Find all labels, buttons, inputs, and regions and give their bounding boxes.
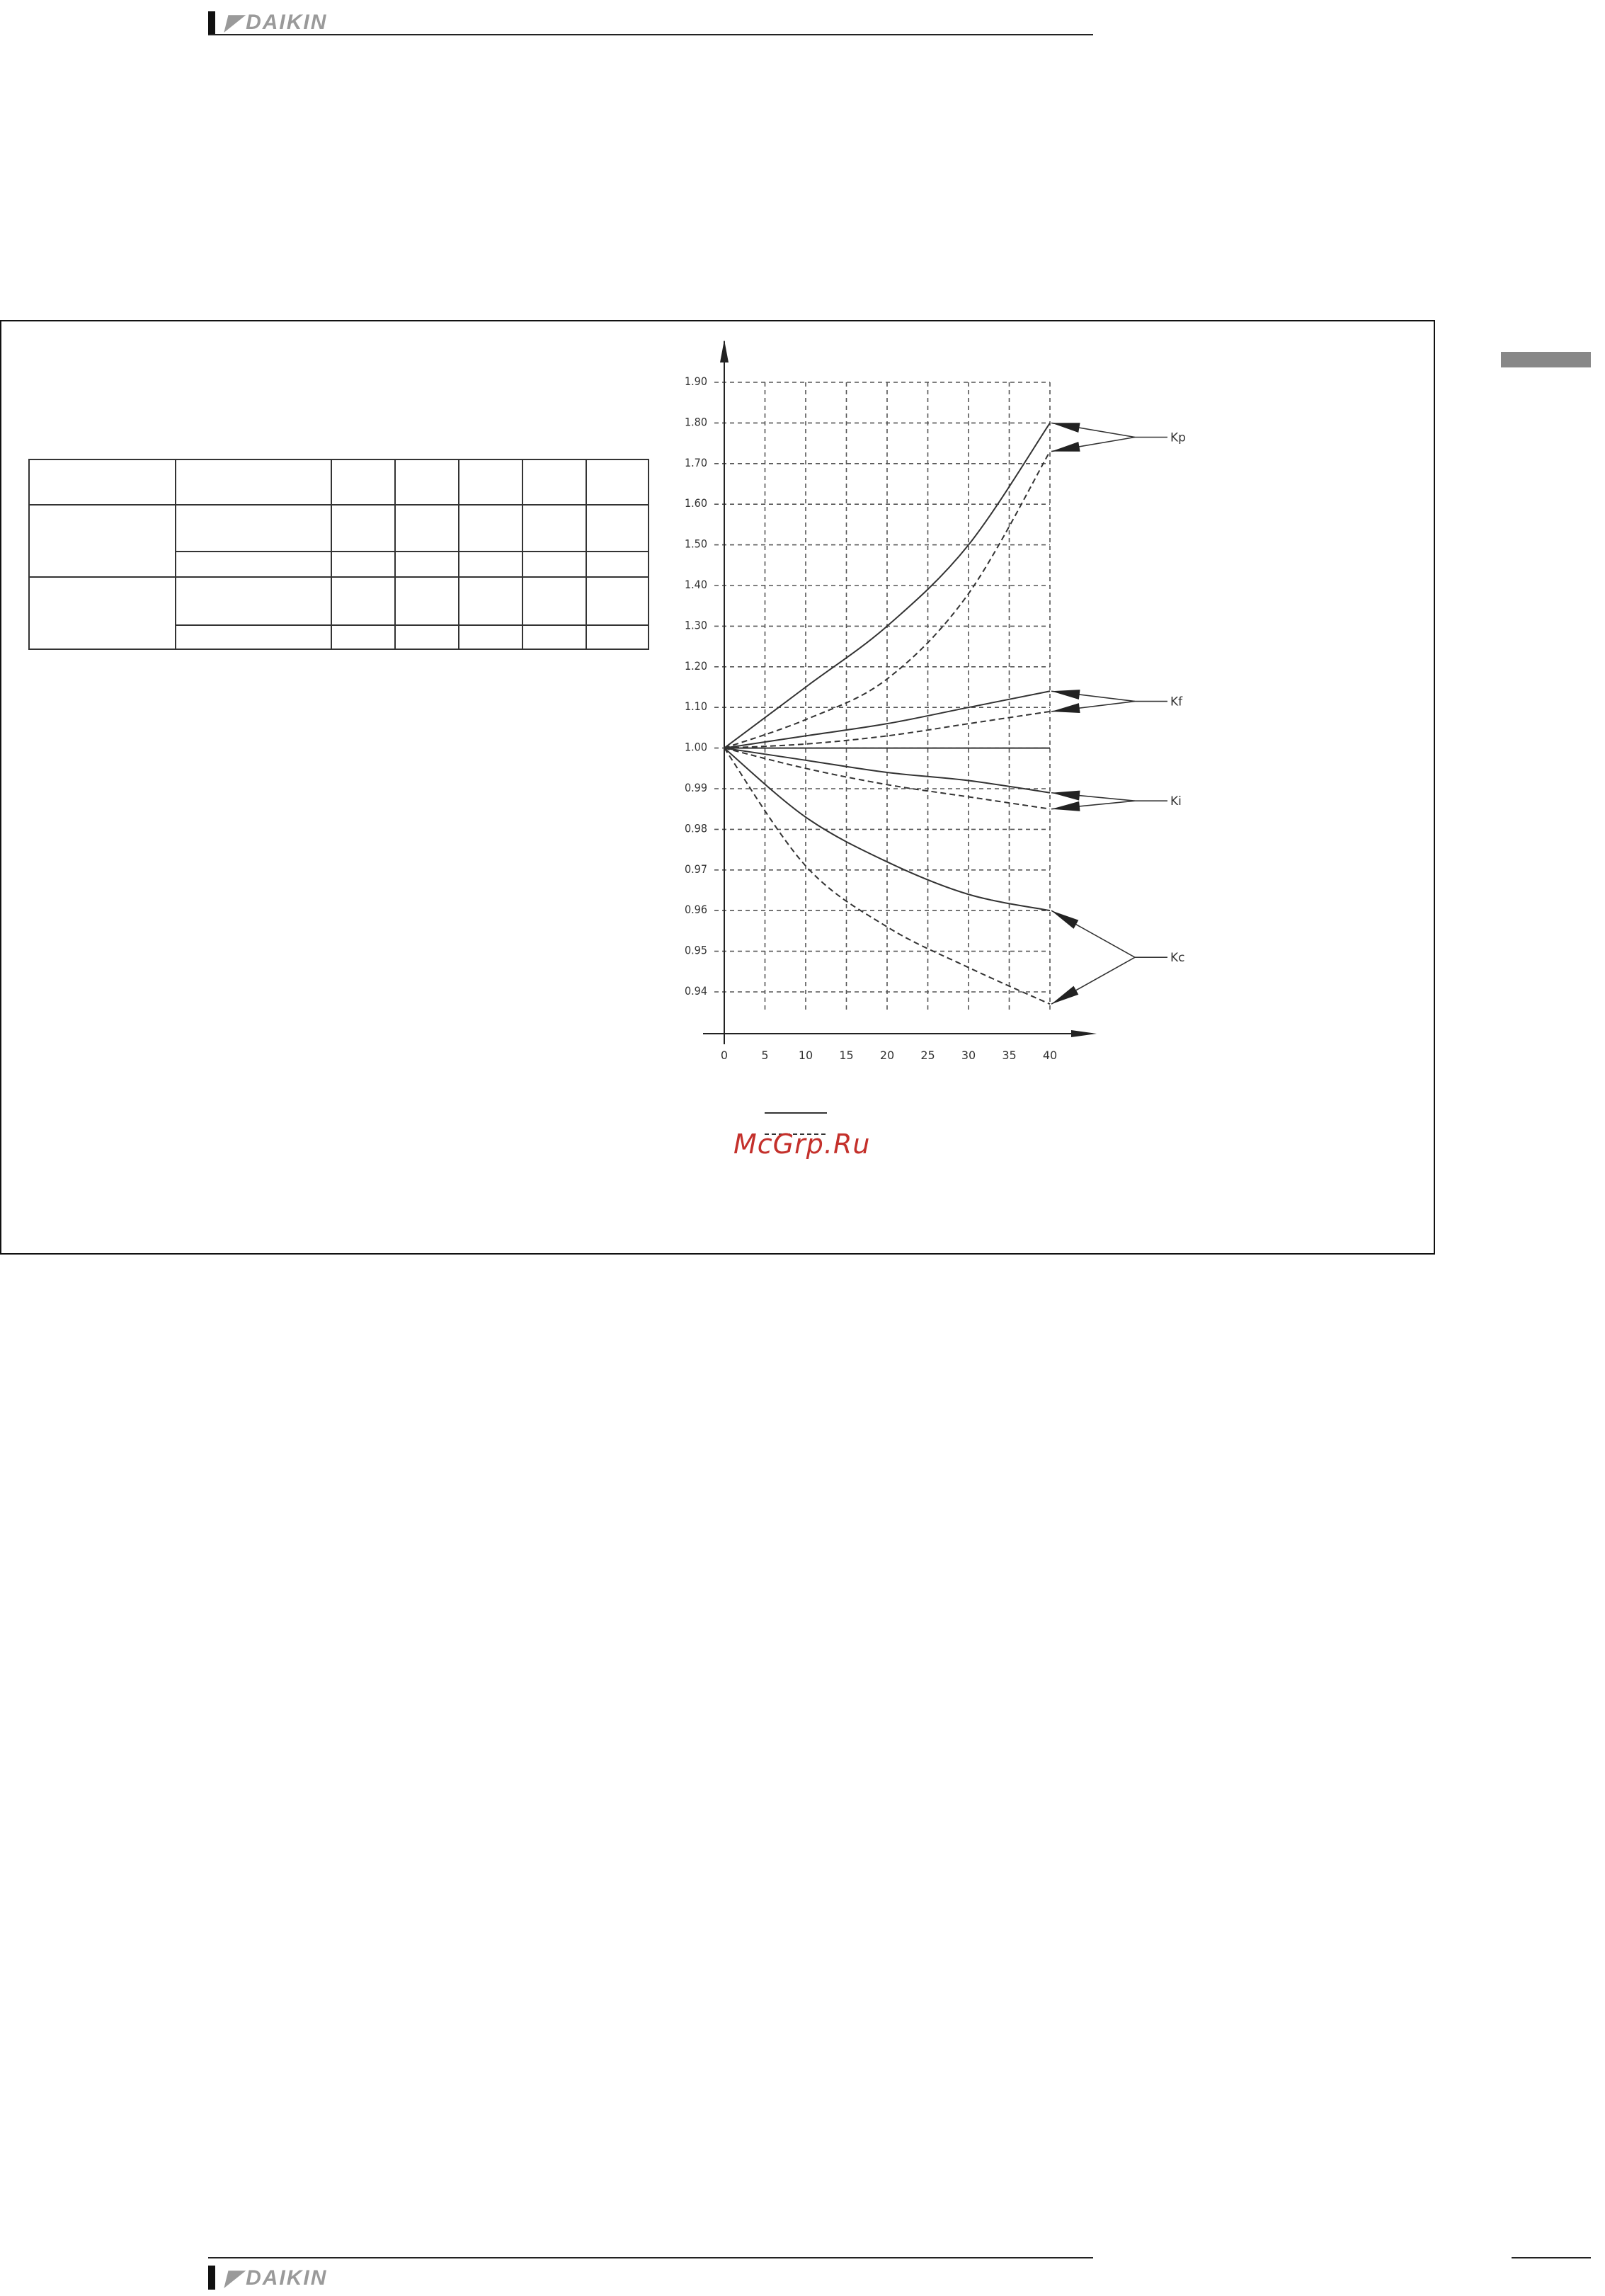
y-tick-label: 1.70 <box>684 455 707 469</box>
table-cell <box>459 625 522 649</box>
table-cell <box>586 577 649 625</box>
table-cell <box>176 459 331 505</box>
callout-label-kc: Kc <box>1170 951 1185 966</box>
y-tick-label: 1.40 <box>684 578 707 591</box>
table-cell <box>331 625 395 649</box>
callout-arrow-icon <box>1051 791 1080 801</box>
daikin-triangle-icon: ◤ <box>225 11 244 34</box>
correction-factor-chart <box>666 333 1204 1154</box>
y-tick-label: 1.60 <box>684 496 707 510</box>
daikin-logo <box>225 10 327 35</box>
y-tick-label: 0.98 <box>684 821 707 835</box>
table-cell <box>395 552 459 577</box>
y-axis-arrow-icon <box>720 340 729 362</box>
table-cell <box>522 459 586 505</box>
callout-arrow-icon <box>1051 423 1080 433</box>
table-row <box>29 505 649 552</box>
table-cell <box>522 625 586 649</box>
table-cell <box>395 625 459 649</box>
callout-arrow-icon <box>1051 801 1080 811</box>
table-cell <box>459 505 522 552</box>
callout-arrow-icon <box>1051 910 1078 929</box>
table-cell <box>459 552 522 577</box>
x-tick-label: 15 <box>839 1049 854 1062</box>
table-row <box>29 577 649 625</box>
table-cell <box>176 505 331 552</box>
x-tick-label: 40 <box>1042 1049 1058 1062</box>
table-cell <box>586 459 649 505</box>
logo-mark-bar <box>208 11 215 35</box>
table-row <box>29 459 649 505</box>
table-cell <box>522 577 586 625</box>
y-tick-label: 1.90 <box>684 375 707 388</box>
footer-rule <box>208 2257 1093 2258</box>
x-tick-label: 35 <box>1002 1049 1017 1062</box>
table-cell <box>29 459 176 505</box>
callout-label-ki: Ki <box>1170 794 1182 809</box>
x-tick-label: 0 <box>720 1049 729 1062</box>
footer-side-rule <box>1512 2257 1591 2258</box>
table-cell <box>395 459 459 505</box>
y-tick-label: 1.10 <box>684 699 707 714</box>
x-tick-label: 30 <box>961 1049 976 1062</box>
table-cell <box>331 577 395 625</box>
watermark-text: McGrp.Ru <box>733 1129 871 1160</box>
y-tick-label: 1.00 <box>684 740 707 754</box>
table-cell <box>586 552 649 577</box>
table-cell <box>395 577 459 625</box>
x-tick-label: 20 <box>879 1049 895 1062</box>
table-cell <box>459 577 522 625</box>
table-cell <box>176 552 331 577</box>
callout-arrow-icon <box>1051 703 1080 713</box>
table-cell <box>331 505 395 552</box>
table-cell <box>522 505 586 552</box>
x-axis-arrow-icon <box>1071 1030 1097 1037</box>
daikin-logo <box>225 2266 327 2290</box>
table-cell <box>586 505 649 552</box>
table-cell <box>176 625 331 649</box>
y-tick-label: 0.99 <box>684 781 707 794</box>
table-cell <box>29 505 176 577</box>
y-tick-label: 1.50 <box>684 537 707 551</box>
y-tick-label: 1.20 <box>684 658 707 673</box>
callout-arrow-icon <box>1051 690 1080 699</box>
table-cell <box>331 459 395 505</box>
table-cell <box>459 459 522 505</box>
table-cell <box>331 552 395 577</box>
callout-label-kp: Kp <box>1170 430 1186 445</box>
y-tick-label: 0.95 <box>684 943 707 957</box>
footer-logo <box>208 2257 1093 2292</box>
daikin-triangle-icon: ◤ <box>225 2266 244 2290</box>
x-tick-label: 25 <box>920 1049 935 1062</box>
brand-name: DAIKIN <box>246 11 328 34</box>
section-tab-marker <box>1501 352 1591 367</box>
series-line-ki-solid <box>724 748 1050 793</box>
y-tick-label: 1.30 <box>684 618 707 632</box>
table-cell <box>29 577 176 649</box>
callout-arrow-icon <box>1051 986 1078 1005</box>
y-tick-label: 1.80 <box>684 415 707 429</box>
y-tick-label: 0.96 <box>684 903 707 917</box>
table-cell <box>176 577 331 625</box>
logo-mark-bar <box>208 2266 215 2290</box>
x-tick-label: 5 <box>761 1049 769 1062</box>
brand-name: DAIKIN <box>246 2266 328 2290</box>
callout-label-kf: Kf <box>1170 695 1183 709</box>
callout-arrow-icon <box>1051 442 1080 452</box>
x-tick-label: 10 <box>798 1049 813 1062</box>
spec-table <box>28 459 649 650</box>
table-cell <box>522 552 586 577</box>
y-tick-label: 0.94 <box>684 984 707 998</box>
table-cell <box>586 625 649 649</box>
y-tick-label: 0.97 <box>684 862 707 876</box>
header-rule <box>208 34 1093 35</box>
table-cell <box>395 505 459 552</box>
header-logo <box>208 10 1093 38</box>
